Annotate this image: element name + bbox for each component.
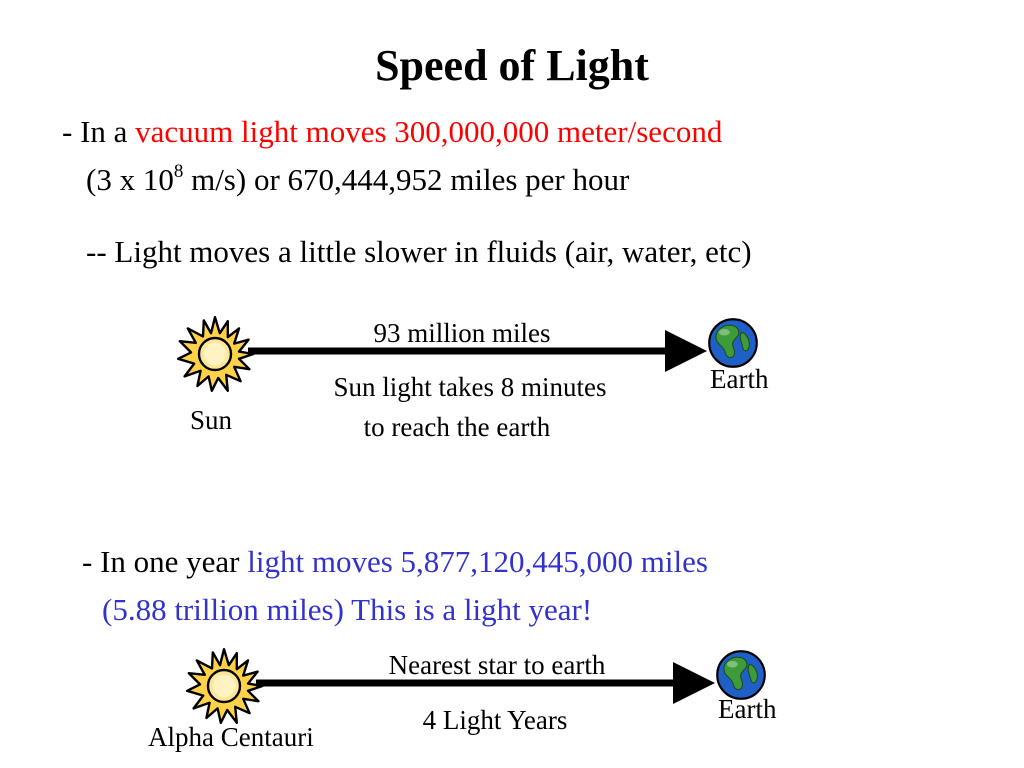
travel-time-caption-1: Sun light takes 8 minutes [333,372,607,402]
sun-label: Sun [190,405,233,435]
travel-time-caption-2: to reach the earth [363,412,551,442]
distance-label: 93 million miles [373,318,551,348]
earth-label-2: Earth [718,694,777,724]
fluids-line: -- Light moves a little slower in fluids (air, water, etc) [86,234,752,269]
earth-label: Earth [710,364,769,394]
alpha-centauri-label: Alpha Centauri [148,722,314,752]
vacuum-speed-prefix: - In a [62,114,136,149]
nearest-star-label: Nearest star to earth [388,650,606,680]
light-year-prefix: - In one year [82,544,248,579]
distance-years-label: 4 Light Years [422,705,568,735]
light-year-definition: (5.88 trillion miles) This is a light year! [102,592,593,627]
light-year-highlight: light moves 5,877,120,445,000 miles [247,544,708,579]
notation-rest: m/s) or 670,444,952 miles per hour [183,162,630,197]
notation-base: (3 x 10 [86,162,174,197]
page-title: Speed of Light [375,41,649,90]
notation-exponent: 8 [173,161,184,182]
vacuum-speed-highlight: vacuum light moves 300,000,000 meter/second [135,114,723,149]
